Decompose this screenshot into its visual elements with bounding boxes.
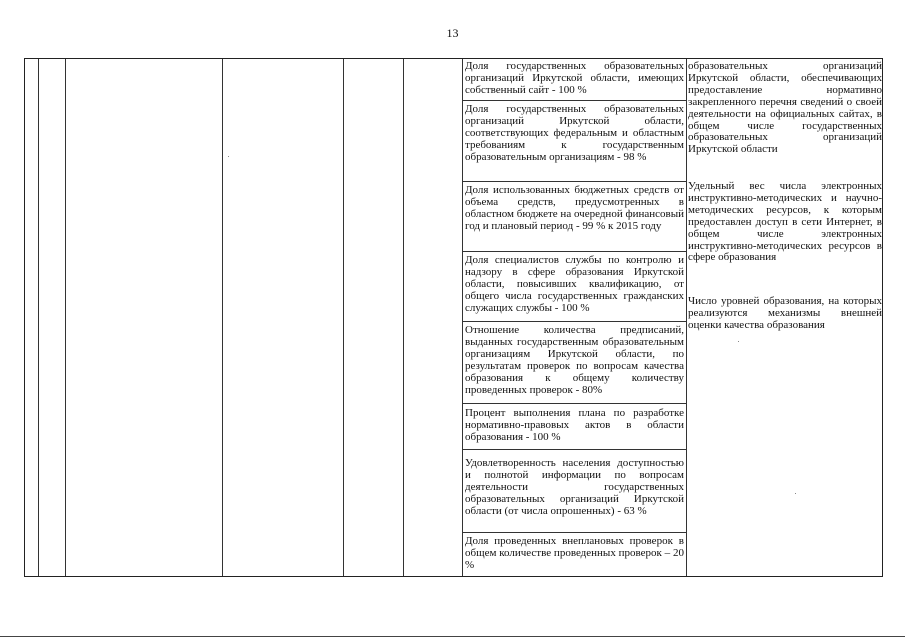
row-divider-3: [462, 251, 686, 252]
indicator-cell-2: Доля государственных образовательных организаций Иркутской области, соответствующих федеральным и областным требованиям к государственным образовательным организациям - 98 %: [465, 103, 684, 163]
indicator-cell-5: Отношение количества предписаний, выданных государственным образовательным организациям Иркутской области, по результатам проверок по вопросам качества образования к общему количеству проведенных проверок - 80%: [465, 324, 684, 396]
indicator-cell-7: Удовлетворенность населения доступностью и полнотой информации по вопросам деятельности государственных образовательных организаций Иркутской области (от числа опрошенных) - 63 %: [465, 457, 684, 517]
column-divider-4: [343, 59, 344, 576]
column-divider-2: [65, 59, 66, 576]
column-divider-5: [403, 59, 404, 576]
row-divider-7: [462, 532, 686, 533]
indicator-cell-6: Процент выполнения плана по разработке нормативно-правовых актов в области образования - 100 %: [465, 407, 684, 443]
row-divider-5: [462, 403, 686, 404]
indicator-cell-4: Доля специалистов службы по контролю и надзору в сфере образования Иркутской области, повысивших квалификацию, от общего числа государственных гражданских служащих службы - 100 %: [465, 254, 684, 314]
result-text-3: Число уровней образования, на которых реализуются механизмы внешней оценки качества образования: [688, 295, 882, 331]
column-divider-7: [686, 59, 687, 576]
indicators-table: [24, 58, 883, 577]
result-text-1: образовательных организаций Иркутской области, обеспечивающих предоставление нормативно закрепленного перечня сведений о своей деятельности на официальных сайтах, в общем числе государственных образовательных организаций Иркутской области: [688, 60, 882, 156]
column-divider-3: [222, 59, 223, 576]
row-divider-6: [462, 449, 686, 450]
row-divider-2: [462, 181, 686, 182]
row-divider-4: [462, 321, 686, 322]
column-divider-1: [38, 59, 39, 576]
scan-speck: [795, 493, 796, 494]
indicator-cell-1: Доля государственных образовательных организаций Иркутской области, имеющих собственный сайт - 100 %: [465, 60, 684, 96]
page-number: 13: [446, 26, 459, 40]
row-divider-1: [462, 100, 686, 101]
scan-speck: [228, 156, 229, 157]
scan-speck: [738, 341, 739, 342]
page-bottom-edge: [0, 636, 905, 637]
column-divider-6: [462, 59, 463, 576]
result-text-2: Удельный вес числа электронных инструктивно-методических и научно-методических ресурсов, к которым предоставлен доступ в сети Интернет, в общем числе электронных инструктивно-методических ресурсов в сфере образования: [688, 180, 882, 264]
indicator-cell-3: Доля использованных бюджетных средств от объема средств, предусмотренных в областном бюджете на очередной финансовый год и плановый период - 99 % к 2015 году: [465, 184, 684, 232]
indicator-cell-8: Доля проведенных внеплановых проверок в общем количестве проведенных проверок – 20 %: [465, 535, 684, 571]
